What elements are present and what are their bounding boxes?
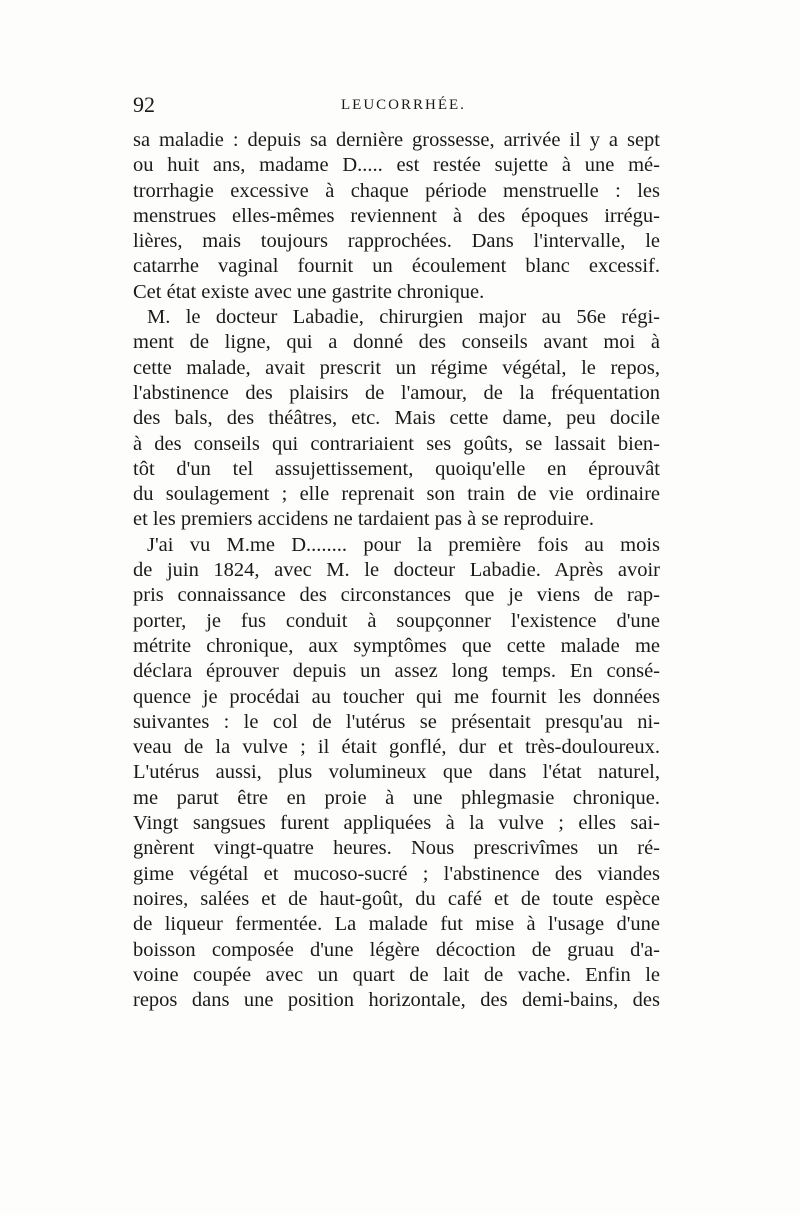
text-line: suivantes : le col de l'utérus se présentait presqu'au ni- (133, 710, 660, 733)
text-line: porter, je fus conduit à soupçonner l'existence d'une (133, 609, 660, 632)
text-line: déclara éprouver depuis un assez long temps. En consé- (133, 660, 660, 683)
text-line: me parut être en proie à une phlegmasie chronique. (133, 786, 660, 809)
page-number: 92 (133, 92, 155, 117)
text-line: et les premiers accidens ne tardaient pas à se reproduire. (133, 508, 595, 531)
text-line: des bals, des théâtres, etc. Mais cette dame, peu docile (133, 407, 660, 430)
text-line: trorrhagie excessive à chaque période menstruelle : les (133, 179, 660, 202)
running-head: LEUCORRHÉE. (341, 97, 466, 113)
text-line: menstrues elles-mêmes reviennent à des époques irrégu- (133, 204, 660, 227)
page-header (133, 92, 666, 118)
text-line: lières, mais toujours rapprochées. Dans l'intervalle, le (133, 230, 660, 253)
text-line: cette malade, avait prescrit un régime végétal, le repos, (133, 356, 660, 379)
text-line: Cet état existe avec une gastrite chronique. (133, 280, 485, 303)
text-line: Vingt sangsues furent appliquées à la vulve ; elles sai- (133, 812, 660, 835)
text-line: ou huit ans, madame D..... est restée sujette à une mé- (133, 154, 660, 177)
text-line: veau de la vulve ; il était gonflé, dur et très-douloureux. (133, 736, 660, 759)
text-line: tôt d'un tel assujettissement, quoiqu'elle en éprouvât (133, 457, 660, 480)
text-line: métrite chronique, aux symptômes que cette malade me (133, 634, 660, 657)
text-line: du soulagement ; elle reprenait son train de vie ordinaire (133, 483, 660, 506)
text-line: L'utérus aussi, plus volumineux que dans l'état naturel, (133, 761, 660, 784)
text-line: à des conseils qui contrariaient ses goûts, se lassait bien- (133, 432, 660, 455)
text-line: boisson composée d'une légère décoction de gruau d'a- (133, 938, 660, 961)
text-line: repos dans une position horizontale, des demi-bains, des (133, 989, 660, 1012)
text-line: gime végétal et mucoso-sucré ; l'abstinence des viandes (133, 862, 660, 885)
text-line: de juin 1824, avec M. le docteur Labadie. Après avoir (133, 559, 660, 582)
text-line: ment de ligne, qui a donné des conseils avant moi à (133, 331, 660, 354)
text-line: voine coupée avec un quart de lait de vache. Enfin le (133, 963, 660, 986)
text-line: gnèrent vingt-quatre heures. Nous prescrivîmes un ré- (133, 837, 660, 860)
text-line: catarrhe vaginal fournit un écoulement blanc excessif. (133, 255, 660, 278)
text-line: M. le docteur Labadie, chirurgien major au 56e régi- (147, 306, 660, 329)
text-line: pris connaissance des circonstances que je viens de rap- (133, 584, 660, 607)
text-line: l'abstinence des plaisirs de l'amour, de la fréquentation (133, 381, 660, 404)
text-line: J'ai vu M.me D........ pour la première fois au mois (147, 533, 660, 556)
text-line: de liqueur fermentée. La malade fut mise à l'usage d'une (133, 913, 660, 936)
text-line: quence je procédai au toucher qui me fournit les données (133, 685, 660, 708)
body-text (133, 128, 660, 1013)
text-line: sa maladie : depuis sa dernière grossesse, arrivée il y a sept (133, 129, 660, 151)
text-line: noires, salées et de haut-goût, du café et de toute espèce (133, 887, 660, 910)
